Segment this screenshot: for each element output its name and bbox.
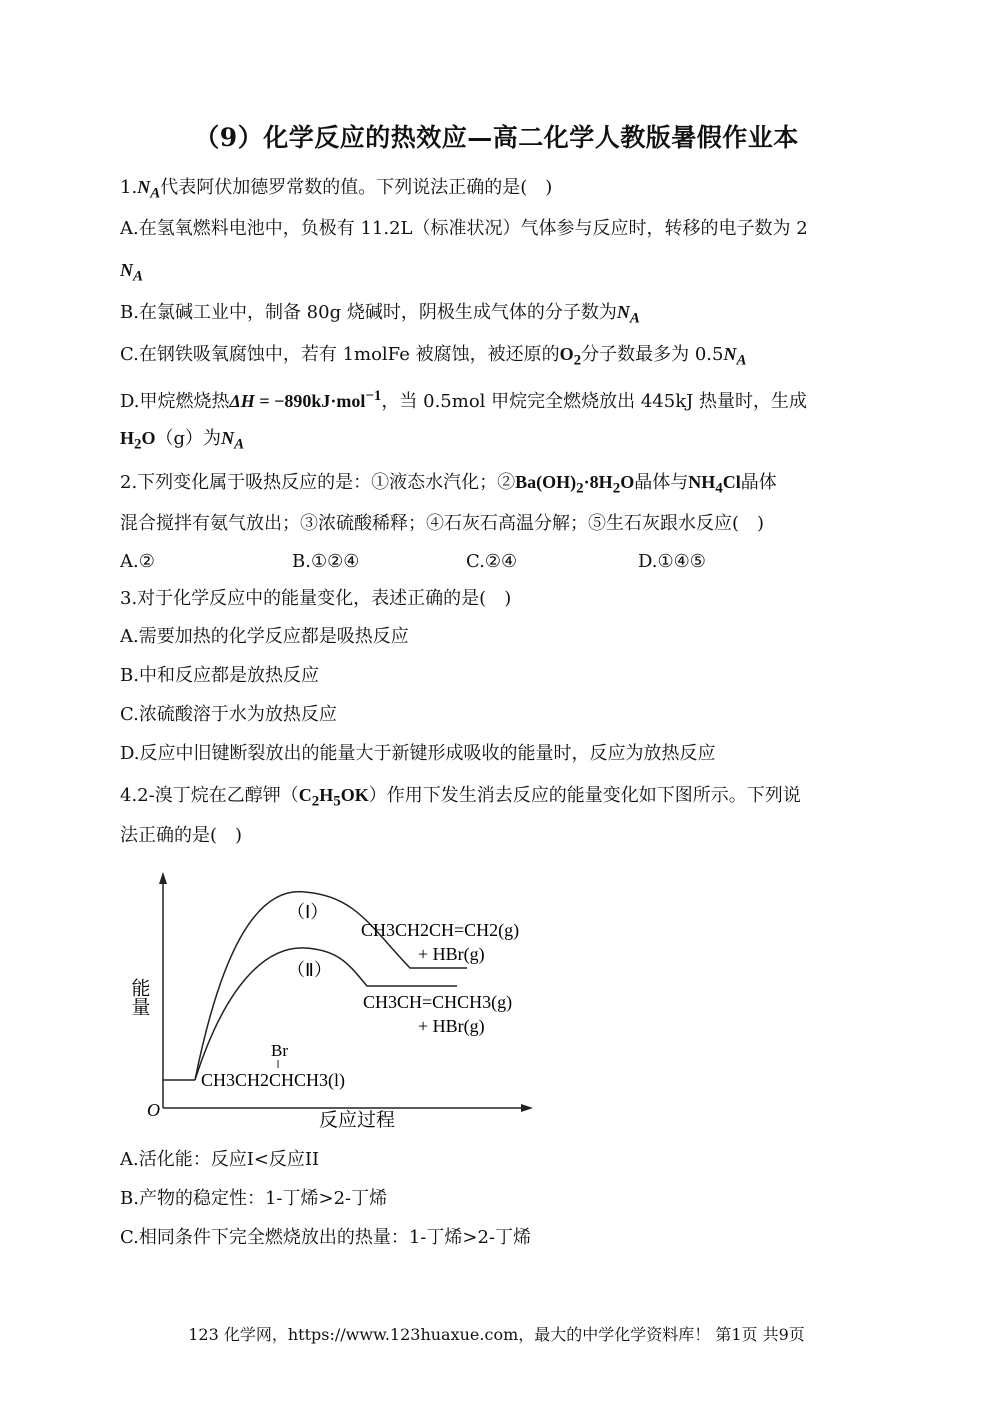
q2-stem-cont: 混合搅拌有氨气放出；③浓硫酸稀释；④石灰石高温分解；⑤生石灰跟水反应( ) <box>120 513 765 534</box>
product-2-line1: CH3CH=CHCH3(g) <box>363 992 513 1012</box>
q1-option-d: D.甲烷燃烧热ΔH = −890kJ·mol$^{-1}$，当 0.5mol 甲烷完全燃烧放出 445kJ 热量时，生成 <box>120 388 808 412</box>
q2-option-b: B.①②④ <box>292 551 360 572</box>
q2-option-d: D.①④⑤ <box>638 551 706 572</box>
q3-option-d: D.反应中旧键断裂放出的能量大于新键形成吸收的能量时，反应为放热反应 <box>120 743 716 764</box>
q2-option-a: A.② <box>120 551 155 572</box>
q1-option-a-cont: $N_A$ <box>120 260 144 285</box>
q3-option-b: B.中和反应都是放热反应 <box>120 665 319 686</box>
origin-label: O <box>147 1100 160 1120</box>
bromine-label: Br <box>271 1041 288 1060</box>
product-1-line1: CH3CH2CH=CH2(g) <box>361 920 520 940</box>
q4-stem: 4.2-溴丁烷在乙醇钾$(C_2H_5OK)$作用下发生消去反应的能量变化如下图所示。下列说 <box>120 785 801 810</box>
q4-option-c: C.相同条件下完全燃烧放出的热量：1-丁烯>2-丁烯 <box>120 1227 532 1248</box>
x-axis-label: 反应过程 <box>319 1110 396 1131</box>
q3-option-a: A.需要加热的化学反应都是吸热反应 <box>120 626 409 647</box>
q3-stem: 3.对于化学反应中的能量变化，表述正确的是( ) <box>120 588 512 609</box>
page-title: （9）化学反应的热效应—高二化学人教版暑假作业本 <box>194 123 799 152</box>
q1-option-a: A.在氢氧燃料电池中，负极有 11.2L（标准状况）气体参与反应时，转移的电子数为 2 <box>120 218 808 239</box>
product-1-line2: + HBr(g) <box>418 944 485 964</box>
q1-option-d-cont: $H_2O(g)$为$N_A$ <box>120 428 245 453</box>
q4-option-a: A.活化能：反应I<反应II <box>120 1149 320 1170</box>
q2-options <box>120 550 706 574</box>
product-2-line2: + HBr(g) <box>418 1016 485 1036</box>
y-axis-arrow <box>159 872 167 884</box>
q1-option-b: B.在氯碱工业中，制备 80g 烧碱时，阴极生成气体的分子数为$N_A$ <box>120 302 640 327</box>
q4-stem-cont: 法正确的是( ) <box>120 825 243 846</box>
na-symbol: $N_A$ <box>137 177 161 202</box>
energy-diagram <box>125 866 555 1136</box>
curve-2-label: （Ⅱ） <box>287 960 332 980</box>
x-axis-arrow <box>521 1104 533 1112</box>
reactant-label: CH3CH2CHCH3(l) <box>201 1070 346 1090</box>
q3-option-c: C.浓硫酸溶于水为放热反应 <box>120 704 337 725</box>
curve-1-label: （Ⅰ） <box>287 902 329 922</box>
q2-option-c: C.②④ <box>466 551 518 572</box>
y-axis-label: 能量 <box>128 978 150 1016</box>
page-footer: 123 化学网，https://www.123huaxue.com，最大的中学化学资料库！ 第1页 共9页 <box>188 1325 805 1344</box>
q4-option-b: B.产物的稳定性：1-丁烯>2-丁烯 <box>120 1188 388 1209</box>
q2-stem: 2.下列变化属于吸热反应的是：①液态水汽化；$②Ba(OH)_2\cdot 8H_2O$晶体与$NH_4Cl$晶体 <box>120 472 777 497</box>
q1-stem: $1.N_A$代表阿伏加德罗常数的值。下列说法正确的是( ) <box>120 177 553 202</box>
q1-option-c: C.在钢铁吸氧腐蚀中，若有 1molFe 被腐蚀，被还原的$O_2$分子数最多为 $0.5N_A$ <box>120 344 747 369</box>
